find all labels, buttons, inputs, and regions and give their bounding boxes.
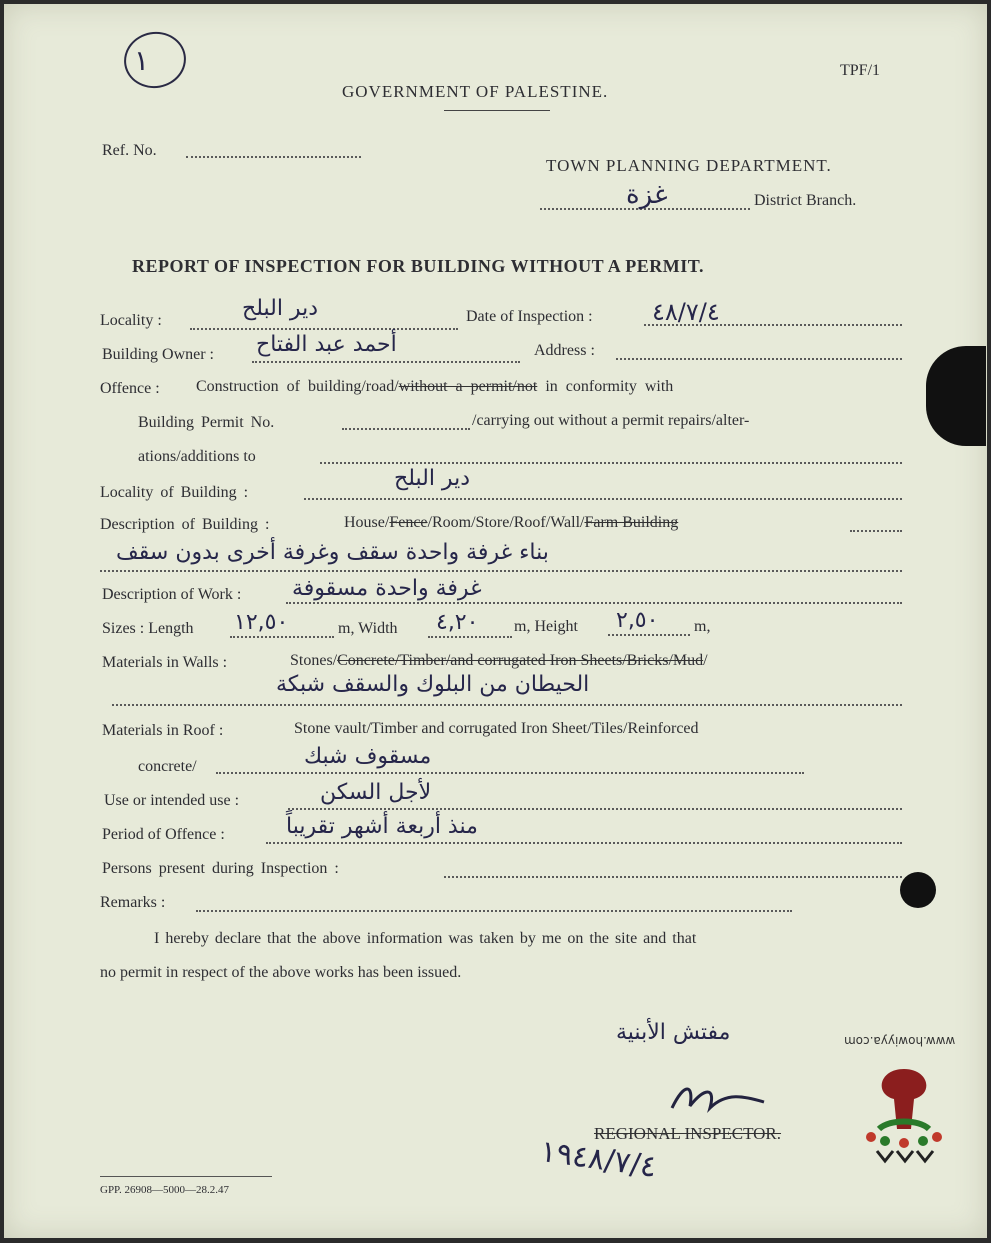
width-value: ٤,٢٠ (436, 610, 479, 635)
regional-inspector: REGIONAL INSPECTOR. (594, 1124, 782, 1143)
footer-rule (100, 1176, 272, 1177)
government-heading: GOVERNMENT OF PALESTINE. (342, 82, 609, 101)
locality-building-label: Locality of Building : (100, 484, 249, 501)
printer-code: GPP. 26908—5000—28.2.47 (100, 1184, 229, 1196)
declaration-line1: I hereby declare that the above information was taken by me on the site and that (154, 930, 697, 947)
form-code: TPF/1 (840, 62, 881, 79)
roof-dots (216, 772, 804, 774)
offence-line1: Construction of building/road/without a permit/not in conformity with (196, 378, 674, 395)
height-dots (608, 634, 690, 636)
roof-value: مسقوف شبك (304, 744, 432, 769)
punch-hole-bottom (900, 872, 936, 908)
offence-label: Offence : (100, 380, 160, 397)
description-work-label: Description of Work : (102, 586, 242, 603)
height-value: ٢,٥٠ (616, 608, 659, 633)
offence-line2-label: Building Permit No. (138, 414, 275, 431)
period-value: منذ أربعة أشهر تقريباً (286, 814, 478, 839)
width-label: m, Width (338, 620, 398, 637)
report-title: REPORT OF INSPECTION FOR BUILDING WITHOUT A PERMIT. (132, 256, 704, 276)
locality-building-dots (304, 498, 902, 500)
address-label: Address : (534, 342, 595, 359)
permit-no-dots (342, 428, 470, 430)
description-building-options: House/Fence/Room/Store/Roof/Wall/Farm Building (344, 514, 679, 531)
walls-label: Materials in Walls : (102, 654, 228, 671)
roof-options-end: concrete/ (138, 758, 197, 775)
walls-line (112, 704, 902, 706)
walls-options: Stones/Concrete/Timber/and corrugated Iron Sheets/Bricks/Mud/ (290, 652, 708, 669)
district-label: District Branch. (754, 192, 857, 209)
offence-line3: ations/additions to (138, 448, 256, 465)
owner-label: Building Owner : (102, 346, 214, 363)
offence-line2-text: /carrying out without a permit repairs/alter- (472, 412, 750, 429)
tree-logo-icon (859, 1049, 949, 1169)
ref-label: Ref. No. (102, 142, 157, 159)
owner-dots (252, 361, 520, 363)
height-unit: m, (694, 618, 711, 635)
use-dots (288, 808, 902, 810)
use-value: لأجل السكن (320, 780, 432, 805)
owner-value: أحمد عبد الفتاح (256, 332, 397, 357)
locality-label: Locality : (100, 312, 162, 329)
roof-options: Stone vault/Timber and corrugated Iron Sheet/Tiles/Reinforced (294, 720, 699, 737)
walls-value: الحيطان من البلوك والسقف شبكة (276, 672, 590, 697)
district-value: غزة (626, 180, 668, 210)
remarks-dots (196, 910, 792, 912)
roof-label: Materials in Roof : (102, 722, 224, 739)
page-number-circle (120, 27, 191, 93)
date-value: ٤٨/٧/٤ (652, 298, 720, 326)
length-value: ١٢,٥٠ (234, 610, 289, 635)
department-heading: TOWN PLANNING DEPARTMENT. (546, 156, 832, 175)
period-dots (266, 842, 902, 844)
handwritten-signature (664, 1078, 774, 1122)
description-work-dots (286, 602, 902, 604)
height-label: m, Height (514, 618, 578, 635)
address-dots (616, 358, 902, 360)
punch-hole-top (926, 346, 986, 446)
length-dots (230, 636, 334, 638)
signature-date: ١٩٤٨/٧/٤ (538, 1134, 659, 1185)
description-work-value: غرفة واحدة مسقوفة (292, 576, 482, 601)
remarks-label: Remarks : (100, 894, 166, 911)
description-building-dots (850, 530, 902, 532)
signature-title: مفتش الأبنية (616, 1020, 731, 1045)
description-building-label: Description of Building : (100, 516, 270, 533)
use-label: Use or intended use : (104, 792, 240, 809)
persons-dots (444, 876, 902, 878)
date-label: Date of Inspection : (466, 308, 593, 325)
period-label: Period of Offence : (102, 826, 225, 843)
watermark-url: www.howiyya.com (844, 1034, 956, 1048)
description-building-value: بناء غرفة واحدة سقف وغرفة أخرى بدون سقف (116, 540, 549, 565)
sizes-label: Sizes : Length (102, 620, 194, 637)
ref-dots (186, 156, 361, 158)
persons-label: Persons present during Inspection : (102, 860, 339, 877)
declaration-line2: no permit in respect of the above works has been issued. (100, 964, 462, 981)
locality-value: دير البلح (242, 296, 318, 321)
document-page (4, 4, 987, 1238)
locality-building-value: دير البلح (394, 466, 470, 491)
width-dots (428, 636, 512, 638)
description-building-line (100, 570, 902, 572)
page-mark: ١ (134, 44, 150, 77)
heading-rule (444, 110, 550, 111)
locality-dots (190, 328, 458, 330)
additions-dots (320, 462, 902, 464)
